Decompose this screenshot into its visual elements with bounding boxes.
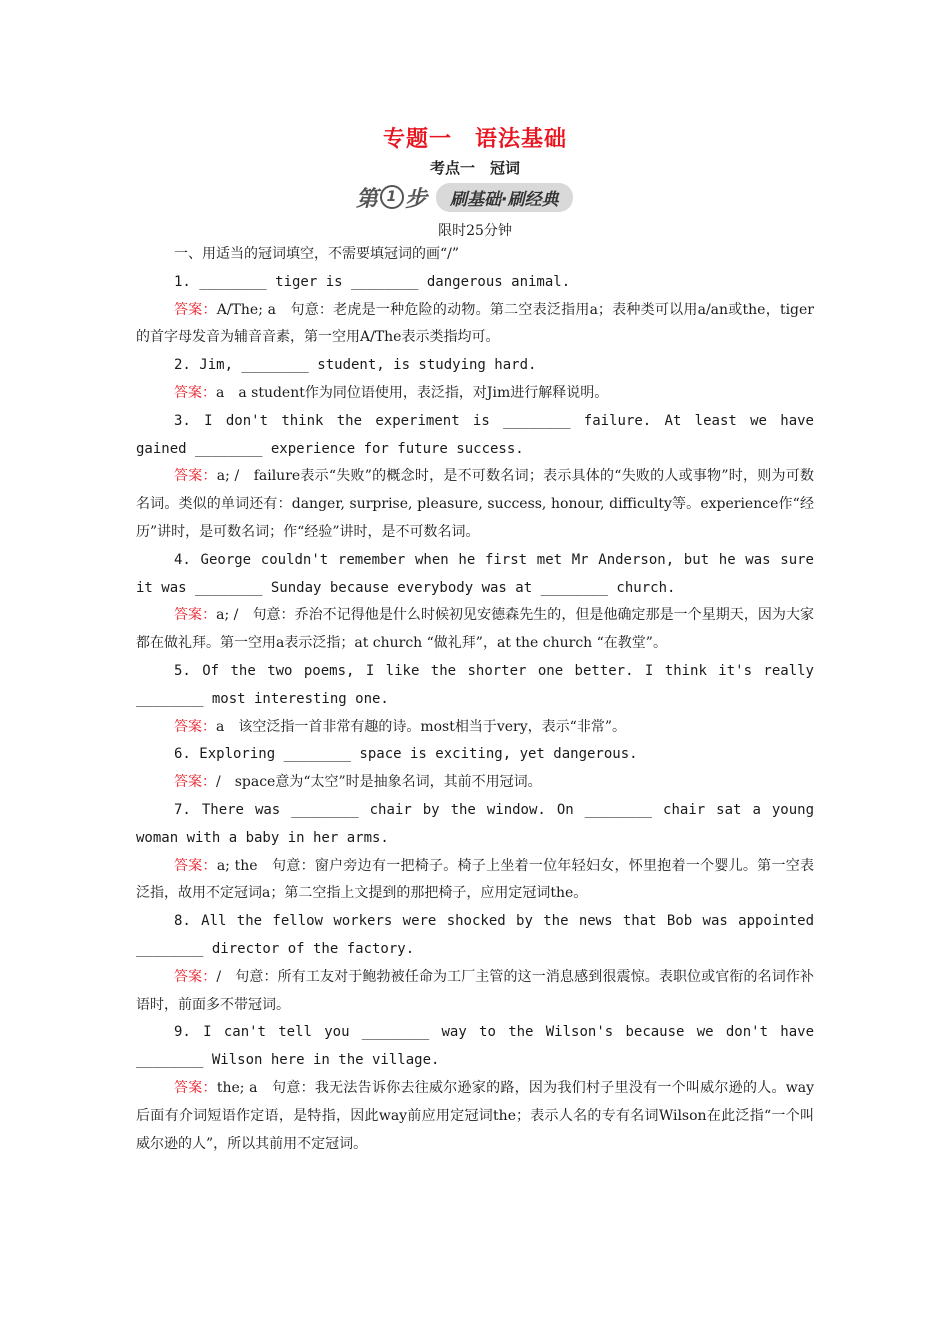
answer-label: 答案： — [174, 857, 217, 874]
step-banner — [356, 182, 573, 212]
answer-label: 答案： — [174, 968, 217, 985]
step-prefix: 第 — [356, 186, 380, 212]
answer-3 — [136, 463, 814, 546]
answer-text: a a student作为同位语使用，表泛指，对Jim进行解释说明。 — [216, 384, 609, 401]
instruction: 一、用适当的冠词填空，不需要填冠词的画“/” — [174, 246, 460, 262]
question-8: 8. All the fellow workers were shocked by the news that Bob was appointed ________ director of the factory. — [136, 913, 814, 957]
answer-1 — [136, 297, 814, 353]
answer-text: / 句意：所有工友对于鲍勃被任命为工厂主管的这一消息感到很震惊。表职位或官衔的名词作补语时，前面多不带冠词。 — [136, 968, 815, 1013]
question-list — [136, 269, 814, 1159]
answer-9 — [136, 1075, 814, 1158]
step-number-circle: 1 — [380, 185, 404, 209]
answer-label: 答案： — [174, 607, 217, 624]
answer-label: 答案： — [174, 774, 216, 791]
answer-label: 答案： — [174, 1079, 217, 1096]
question-4: 4. George couldn't remember when he first met Mr Anderson, but he was sure it was ________ Sunday because everybody was at ________ church. — [136, 551, 814, 596]
answer-text: a; the 句意：窗户旁边有一把椅子。椅子上坐着一位年轻妇女，怀里抱着一个婴儿。第一空表泛指，故用不定冠词a；第二空指上文提到的那把椅子，应用定冠词the。 — [136, 857, 814, 902]
question-3: 3. I don't think the experiment is ________ failure. At least we have gained ________ experience for future success. — [136, 412, 814, 457]
answer-2 — [136, 380, 814, 408]
question-2: 2. Jim, ________ student, is studying hard. — [174, 357, 537, 374]
question-9: 9. I can't tell you ________ way to the Wilson's because we don't have ________ Wilson here in the village. — [136, 1024, 814, 1069]
answer-label: 答案： — [174, 384, 216, 401]
exercise-content — [136, 241, 814, 1158]
answer-text: A/The; a 句意：老虎是一种危险的动物。第二空表泛指用a；表种类可以用a/an或the，tiger的首字母发音为辅音音素，第一空用A/The表示类指均可。 — [136, 301, 814, 346]
answer-text: a; / failure表示“失败”的概念时，是不可数名词；表示具体的“失败的人或事物”时，则为可数名词。类似的单词还有：danger, surprise, pleasure, success, honour, difficulty等。experience作“经历”讲时，是可数名词；作“经验”讲时，是不可数名词。 — [136, 468, 814, 540]
page-title: 专题一 语法基础 — [382, 126, 567, 152]
answer-8 — [136, 964, 814, 1020]
answer-label: 答案： — [174, 301, 217, 318]
time-limit: 限时25分钟 — [438, 223, 512, 239]
answer-7 — [136, 853, 814, 909]
answer-label: 答案： — [174, 468, 217, 485]
answer-text: a 该空泛指一首非常有趣的诗。most相当于very，表示“非常”。 — [216, 718, 626, 735]
answer-label: 答案： — [174, 718, 216, 735]
question-1: 1. ________ tiger is ________ dangerous animal. — [174, 273, 571, 290]
answer-5 — [136, 714, 814, 742]
question-5: 5. Of the two poems, I like the shorter one better. I think it's really ________ most interesting one. — [136, 662, 814, 707]
answer-text: / space意为“太空”时是抽象名词，其前不用冠词。 — [216, 774, 542, 791]
answer-text: the; a 句意：我无法告诉你去往威尔逊家的路，因为我们村子里没有一个叫威尔逊的人。way后面有介词短语作定语，是特指，因此way前应用定冠词the；表示人名的专有名词Wilson在此泛指“一个叫威尔逊的人”，所以其前用不定冠词。 — [136, 1079, 814, 1152]
question-7: 7. There was ________ chair by the window. On ________ chair sat a young woman with a baby in her arms. — [136, 801, 814, 846]
answer-text: a; / 句意：乔治不记得他是什么时候初见安德森先生的，但是他确定那是一个星期天，因为大家都在做礼拜。第一空用a表示泛指；at church “做礼拜”，at the church “在教堂”。 — [136, 607, 815, 652]
step-suffix: 步 — [405, 186, 429, 212]
step-tag: 刷基础·刷经典 — [436, 183, 572, 212]
answer-6 — [136, 769, 814, 797]
section-subtitle: 考点一 冠词 — [429, 159, 520, 177]
question-6: 6. Exploring ________ space is exciting, yet dangerous. — [174, 746, 638, 763]
answer-4 — [136, 602, 814, 658]
